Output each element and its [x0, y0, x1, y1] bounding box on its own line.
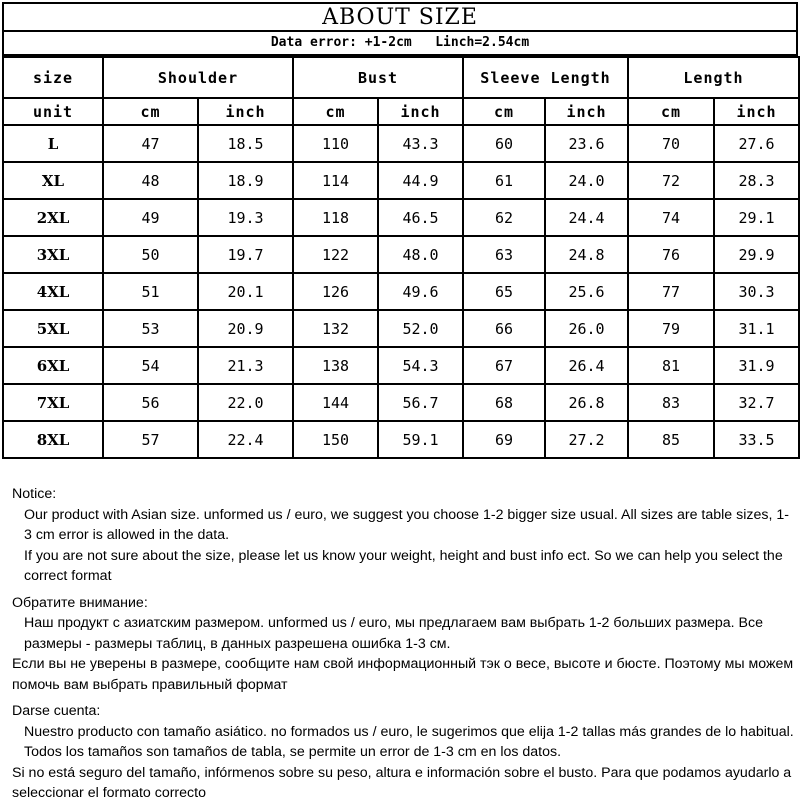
value-cell: 20.1 [198, 273, 293, 310]
notice-section [12, 484, 794, 810]
value-cell: 51 [103, 273, 198, 310]
group-header-length: Length [628, 57, 799, 98]
value-cell: 30.3 [714, 273, 799, 310]
unit-cell: inch [714, 98, 799, 125]
value-cell: 57 [103, 421, 198, 458]
size-cell: 6XL [3, 347, 103, 384]
value-cell: 26.4 [545, 347, 628, 384]
value-cell: 49 [103, 199, 198, 236]
table-row [3, 347, 799, 384]
value-cell: 74 [628, 199, 714, 236]
notice-heading: Notice: [12, 486, 57, 502]
value-cell: 126 [293, 273, 378, 310]
value-cell: 19.3 [198, 199, 293, 236]
value-cell: 65 [463, 273, 545, 310]
value-cell: 144 [293, 384, 378, 421]
notice-paragraph: If you are not sure about the size, please let us know your weight, height and bust info ect. So we can help you select the correct format [24, 547, 783, 584]
value-cell: 31.1 [714, 310, 799, 347]
value-cell: 52.0 [378, 310, 463, 347]
size-cell: 5XL [3, 310, 103, 347]
value-cell: 32.7 [714, 384, 799, 421]
value-cell: 43.3 [378, 125, 463, 162]
measurement-note: Data error: +1-2cm Linch=2.54cm [2, 32, 798, 56]
table-row [3, 421, 799, 458]
value-cell: 21.3 [198, 347, 293, 384]
notice-paragraph: Si no está seguro del tamaño, infórmenos sobre su peso, altura e información sobre el busto. Para que podamos ayudarlo a seleccionar el formato correcto [12, 764, 792, 801]
size-cell: XL [3, 162, 103, 199]
value-cell: 24.8 [545, 236, 628, 273]
value-cell: 61 [463, 162, 545, 199]
header-row-units [3, 98, 799, 125]
value-cell: 72 [628, 162, 714, 199]
value-cell: 62 [463, 199, 545, 236]
value-cell: 110 [293, 125, 378, 162]
value-cell: 18.5 [198, 125, 293, 162]
value-cell: 56.7 [378, 384, 463, 421]
size-cell: L [3, 125, 103, 162]
unit-cell: cm [293, 98, 378, 125]
value-cell: 28.3 [714, 162, 799, 199]
header-row-groups [3, 57, 799, 98]
unit-cell: inch [378, 98, 463, 125]
value-cell: 33.5 [714, 421, 799, 458]
table-row [3, 199, 799, 236]
value-cell: 18.9 [198, 162, 293, 199]
value-cell: 44.9 [378, 162, 463, 199]
notice-paragraph: Our product with Asian size. unformed us / euro, we suggest you choose 1-2 bigger size usual. All sizes are table sizes, 1-3 cm error is allowed in the data. [24, 506, 789, 543]
value-cell: 60 [463, 125, 545, 162]
value-cell: 24.0 [545, 162, 628, 199]
notice-paragraph: Nuestro producto con tamaño asiático. no formados us / euro, le sugerimos que elija 1-2 tallas más grandes de lo habitual. Todos los tamaños son tamaños de tabla, se permite un error de 1-3 cm en los datos. [24, 723, 794, 760]
unit-cell: inch [198, 98, 293, 125]
table-row [3, 125, 799, 162]
group-header-sleeve-length: Sleeve Length [463, 57, 628, 98]
value-cell: 138 [293, 347, 378, 384]
value-cell: 81 [628, 347, 714, 384]
value-cell: 69 [463, 421, 545, 458]
value-cell: 68 [463, 384, 545, 421]
size-cell: 3XL [3, 236, 103, 273]
value-cell: 22.4 [198, 421, 293, 458]
value-cell: 53 [103, 310, 198, 347]
value-cell: 46.5 [378, 199, 463, 236]
value-cell: 50 [103, 236, 198, 273]
value-cell: 54 [103, 347, 198, 384]
unit-cell: inch [545, 98, 628, 125]
value-cell: 29.1 [714, 199, 799, 236]
size-header: size [3, 57, 103, 98]
notice-paragraph: Наш продукт с азиатским размером. unformed us / euro, мы предлагаем вам выбрать 1-2 больших размера. Все размеры - размеры таблиц, в данных разрешена ошибка 1-3 см. [24, 615, 763, 652]
notice-english [12, 484, 794, 587]
value-cell: 26.0 [545, 310, 628, 347]
value-cell: 77 [628, 273, 714, 310]
table-row [3, 236, 799, 273]
unit-cell: cm [628, 98, 714, 125]
notice-paragraph: Если вы не уверены в размере, сообщите нам свой информационный тэк о весе, высоте и бюсте. Поэтому мы можем помочь вам выбрать правильный формат [12, 656, 794, 693]
value-cell: 22.0 [198, 384, 293, 421]
value-cell: 79 [628, 310, 714, 347]
value-cell: 20.9 [198, 310, 293, 347]
unit-header: unit [3, 98, 103, 125]
value-cell: 47 [103, 125, 198, 162]
value-cell: 19.7 [198, 236, 293, 273]
value-cell: 114 [293, 162, 378, 199]
notice-heading: Обратите внимание: [12, 594, 148, 611]
size-cell: 2XL [3, 199, 103, 236]
value-cell: 76 [628, 236, 714, 273]
value-cell: 63 [463, 236, 545, 273]
value-cell: 70 [628, 125, 714, 162]
table-row [3, 273, 799, 310]
group-header-shoulder: Shoulder [103, 57, 293, 98]
value-cell: 67 [463, 347, 545, 384]
value-cell: 27.2 [545, 421, 628, 458]
table-row [3, 384, 799, 421]
value-cell: 83 [628, 384, 714, 421]
table-row [3, 310, 799, 347]
size-table [2, 56, 800, 459]
value-cell: 85 [628, 421, 714, 458]
size-cell: 7XL [3, 384, 103, 421]
chart-title: ABOUT SIZE [2, 2, 798, 32]
value-cell: 59.1 [378, 421, 463, 458]
group-header-bust: Bust [293, 57, 463, 98]
value-cell: 29.9 [714, 236, 799, 273]
size-cell: 8XL [3, 421, 103, 458]
value-cell: 23.6 [545, 125, 628, 162]
notice-spanish [12, 701, 794, 804]
value-cell: 24.4 [545, 199, 628, 236]
table-row [3, 162, 799, 199]
value-cell: 48.0 [378, 236, 463, 273]
value-cell: 31.9 [714, 347, 799, 384]
value-cell: 132 [293, 310, 378, 347]
value-cell: 49.6 [378, 273, 463, 310]
value-cell: 150 [293, 421, 378, 458]
value-cell: 54.3 [378, 347, 463, 384]
value-cell: 48 [103, 162, 198, 199]
notice-russian [12, 593, 794, 696]
value-cell: 26.8 [545, 384, 628, 421]
value-cell: 56 [103, 384, 198, 421]
value-cell: 66 [463, 310, 545, 347]
value-cell: 118 [293, 199, 378, 236]
value-cell: 25.6 [545, 273, 628, 310]
unit-cell: cm [103, 98, 198, 125]
size-cell: 4XL [3, 273, 103, 310]
value-cell: 122 [293, 236, 378, 273]
notice-heading: Darse cuenta: [12, 703, 101, 719]
value-cell: 27.6 [714, 125, 799, 162]
unit-cell: cm [463, 98, 545, 125]
